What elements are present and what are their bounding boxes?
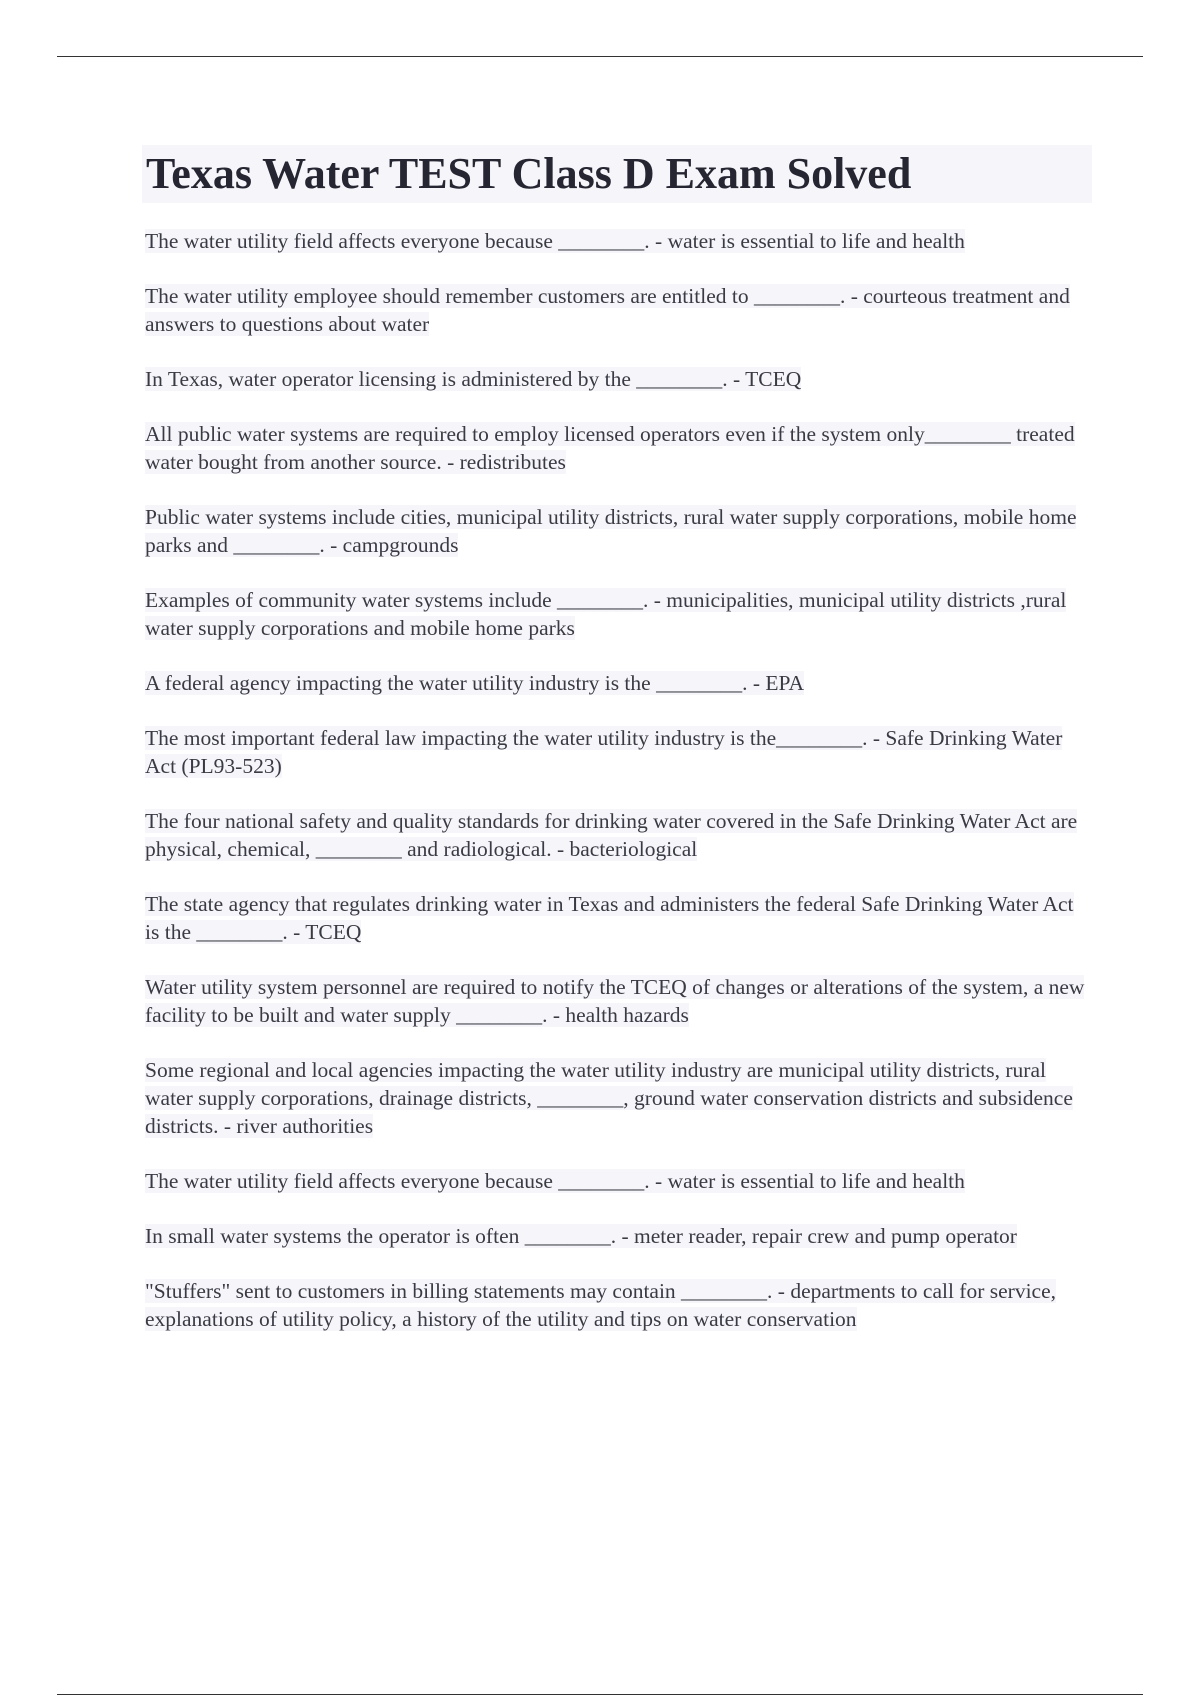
question-answer-list: [145, 227, 1085, 1360]
question-answer-text: A federal agency impacting the water utility industry is the ________. - EPA: [145, 671, 805, 695]
list-item: [145, 365, 1085, 393]
question-answer-text: In Texas, water operator licensing is administered by the ________. - TCEQ: [145, 367, 802, 391]
question-answer-text: The water utility field affects everyone because ________. - water is essential to life and health: [145, 1169, 965, 1193]
list-item: [145, 1056, 1085, 1140]
question-answer-text: Public water systems include cities, municipal utility districts, rural water supply corporations, mobile home parks and ________. - campgrounds: [145, 505, 1077, 557]
top-rule: [57, 56, 1143, 57]
list-item: [145, 890, 1085, 946]
list-item: [145, 1277, 1085, 1333]
question-answer-text: The water utility field affects everyone because ________. - water is essential to life and health: [145, 229, 965, 253]
question-answer-text: The four national safety and quality standards for drinking water covered in the Safe Drinking Water Act are physical, chemical, ________ and radiological. - bacteriological: [145, 809, 1078, 861]
list-item: [145, 227, 1085, 255]
list-item: [145, 420, 1085, 476]
list-item: [145, 724, 1085, 780]
question-answer-text: "Stuffers" sent to customers in billing statements may contain ________. - departments to call for service, explanations of utility policy, a history of the utility and tips on water conservation: [145, 1279, 1056, 1331]
list-item: [145, 1222, 1085, 1250]
question-answer-text: The water utility employee should remember customers are entitled to ________. - courteous treatment and answers to questions about water: [145, 284, 1070, 336]
question-answer-text: Water utility system personnel are required to notify the TCEQ of changes or alterations of the system, a new facility to be built and water supply ________. - health hazards: [145, 975, 1085, 1027]
question-answer-text: Examples of community water systems include ________. - municipalities, municipal utility districts ,rural water supply corporations and mobile home parks: [145, 588, 1067, 640]
question-answer-text: The state agency that regulates drinking water in Texas and administers the federal Safe Drinking Water Act is the ________. - TCEQ: [145, 892, 1074, 944]
bottom-rule: [57, 1694, 1143, 1695]
question-answer-text: Some regional and local agencies impacting the water utility industry are municipal utility districts, rural water supply corporations, drainage districts, ________, ground water conservation districts and subsidence districts. - river authorities: [145, 1058, 1073, 1138]
question-answer-text: The most important federal law impacting the water utility industry is the________. - Safe Drinking Water Act (PL93-523): [145, 726, 1063, 778]
list-item: [145, 973, 1085, 1029]
list-item: [145, 586, 1085, 642]
list-item: [145, 1167, 1085, 1195]
question-answer-text: All public water systems are required to employ licensed operators even if the system only________ treated water bought from another source. - redistributes: [145, 422, 1075, 474]
document-title: Texas Water TEST Class D Exam Solved: [146, 149, 912, 198]
list-item: [145, 503, 1085, 559]
question-answer-text: In small water systems the operator is often ________. - meter reader, repair crew and pump operator: [145, 1224, 1017, 1248]
list-item: [145, 669, 1085, 697]
list-item: [145, 807, 1085, 863]
list-item: [145, 282, 1085, 338]
